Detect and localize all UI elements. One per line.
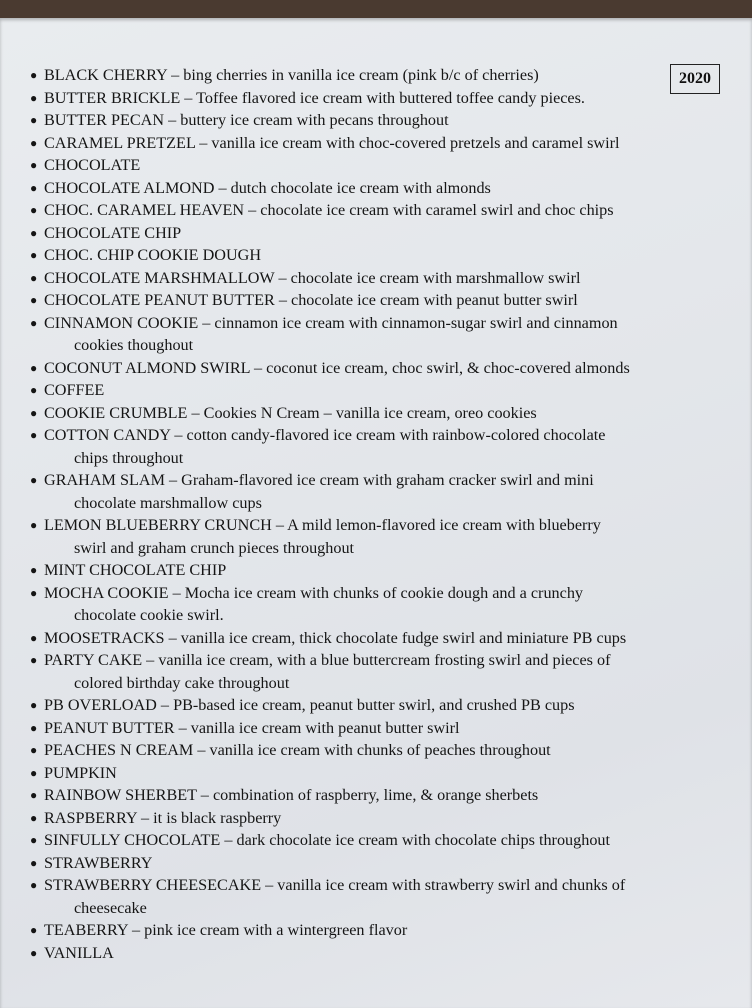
bullet-icon: ● [30, 90, 38, 105]
flavor-name: TEABERRY [44, 921, 128, 939]
flavor-description: – A mild lemon-flavored ice cream with blueberry [271, 516, 601, 534]
flavor-item [30, 87, 730, 110]
flavor-name: RASPBERRY [44, 808, 137, 827]
bullet-icon: ● [30, 630, 38, 645]
flavor-name: BUTTER BRICKLE [44, 88, 181, 107]
flavor-description: – Graham-flavored ice cream with graham cracker swirl and mini [164, 471, 594, 489]
flavor-name: CHOC. CARAMEL HEAVEN [44, 201, 245, 219]
flavor-item [30, 289, 730, 312]
flavor-item [30, 852, 730, 875]
flavor-name: PEACHES N CREAM [44, 741, 194, 759]
flavor-description: – Toffee flavored ice cream with buttered toffee candy pieces. [180, 88, 585, 107]
flavor-name: COFFEE [44, 381, 105, 399]
bullet-icon: ● [30, 833, 38, 847]
bullet-icon: ● [30, 180, 38, 195]
bullet-icon: ● [30, 383, 38, 397]
flavor-name: COCONUT ALMOND SWIRL [44, 358, 250, 377]
bullet-icon: ● [30, 563, 38, 577]
flavor-description: – it is black raspberry [136, 808, 282, 827]
flavor-name: CHOCOLATE CHIP [44, 223, 182, 242]
flavor-name: PUMPKIN [44, 763, 117, 782]
flavor-description-continued: chocolate marshmallow cups [74, 493, 262, 512]
flavor-name: VANILLA [44, 943, 114, 962]
flavor-description-continued: cheesecake [74, 898, 147, 917]
bullet-icon: ● [30, 653, 38, 667]
flavor-description: – pink ice cream with a wintergreen flavor [127, 921, 408, 939]
bullet-icon: ● [30, 315, 38, 330]
flavor-item [30, 267, 730, 290]
bullet-icon: ● [30, 113, 38, 127]
bullet-icon: ● [30, 473, 38, 487]
flavor-item [30, 762, 730, 785]
bullet-icon: ● [30, 428, 38, 442]
flavor-name: SINFULLY CHOCOLATE [44, 831, 221, 849]
flavor-name: MINT CHOCOLATE CHIP [44, 561, 227, 579]
flavor-item [30, 514, 730, 559]
flavor-name: CINNAMON COOKIE [44, 313, 199, 332]
bullet-icon: ● [30, 225, 38, 240]
flavor-item [30, 244, 730, 267]
flavor-item [30, 717, 730, 740]
year-badge: 2020 [670, 64, 720, 94]
flavor-name: COOKIE CRUMBLE [44, 403, 188, 422]
bullet-icon: ● [30, 158, 38, 172]
bullet-icon: ● [30, 698, 38, 712]
bullet-icon: ● [30, 270, 38, 285]
flavor-description: – buttery ice cream with pecans throughout [164, 111, 449, 129]
flavor-description: – PB-based ice cream, peanut butter swirl, and crushed PB cups [156, 696, 575, 714]
flavor-description: – dutch chocolate ice cream with almonds [214, 178, 491, 197]
bullet-icon: ● [30, 878, 38, 892]
flavor-description: – cinnamon ice cream with cinnamon-sugar swirl and cinnamon [198, 313, 618, 332]
flavor-name: RAINBOW SHERBET [44, 786, 197, 804]
flavor-name: PARTY CAKE [44, 651, 143, 669]
flavor-name: CHOCOLATE ALMOND [44, 178, 215, 197]
flavor-item [30, 829, 730, 852]
flavor-name: MOOSETRACKS [44, 628, 165, 647]
flavor-description: – coconut ice cream, choc swirl, & choc-covered almonds [249, 358, 630, 377]
flavor-description-continued: chips throughout [74, 448, 184, 467]
bullet-icon: ● [30, 720, 38, 735]
flavor-description: – vanilla ice cream with choc-covered pretzels and caramel swirl [195, 133, 620, 152]
flavor-item [30, 469, 730, 514]
flavor-item [30, 402, 730, 425]
flavor-item [30, 199, 730, 222]
flavor-name: STRAWBERRY [44, 853, 153, 872]
bullet-icon: ● [30, 293, 38, 307]
flavor-item [30, 627, 730, 650]
bullet-icon: ● [30, 743, 38, 757]
flavor-description: – vanilla ice cream with strawberry swirl and chunks of [261, 876, 626, 894]
flavor-description: – Mocha ice cream with chunks of cookie dough and a crunchy [168, 583, 584, 602]
bullet-icon: ● [30, 203, 38, 217]
flavor-description: – vanilla ice cream with peanut butter swirl [174, 718, 460, 737]
flavor-item [30, 357, 730, 380]
flavor-item [30, 424, 730, 469]
bullet-icon: ● [30, 135, 38, 150]
flavor-description: – chocolate ice cream with peanut butter swirl [274, 291, 578, 309]
flavor-name: CHOCOLATE [44, 156, 141, 174]
flavor-item [30, 649, 730, 694]
flavor-name: GRAHAM SLAM [44, 471, 165, 489]
flavor-description: – Cookies N Cream – vanilla ice cream, oreo cookies [187, 403, 537, 422]
flavor-name: LEMON BLUEBERRY CRUNCH [44, 516, 272, 534]
flavor-name: PB OVERLOAD [44, 696, 157, 714]
bullet-icon: ● [30, 810, 38, 825]
bullet-icon: ● [30, 360, 38, 375]
flavor-name: MOCHA COOKIE [44, 583, 169, 602]
flavor-description: – chocolate ice cream with caramel swirl and choc chips [244, 201, 614, 219]
flavor-name: CARAMEL PRETZEL [44, 133, 196, 152]
flavor-name: CHOC. CHIP COOKIE DOUGH [44, 246, 262, 264]
flavor-description: – combination of raspberry, lime, & orange sherbets [196, 786, 539, 804]
flavor-name: BLACK CHERRY [44, 66, 168, 84]
flavor-item [30, 694, 730, 717]
flavor-name: CHOCOLATE MARSHMALLOW [44, 268, 275, 287]
flavor-item [30, 807, 730, 830]
flavor-item [30, 154, 730, 177]
flavor-name: STRAWBERRY CHEESECAKE [44, 876, 262, 894]
flavor-name: CHOCOLATE PEANUT BUTTER [44, 291, 275, 309]
flavor-description: – bing cherries in vanilla ice cream (pink b/c of cherries) [167, 66, 539, 84]
flavor-item [30, 582, 730, 627]
flavor-description: – chocolate ice cream with marshmallow swirl [274, 268, 581, 287]
flavor-description-continued: cookies thoughout [74, 336, 194, 354]
flavor-item [30, 919, 730, 942]
bullet-icon: ● [30, 945, 38, 960]
flavor-description: – vanilla ice cream with chunks of peaches throughout [193, 741, 551, 759]
flavor-name: PEANUT BUTTER [44, 718, 175, 737]
bullet-icon: ● [30, 855, 38, 870]
flavor-item [30, 109, 730, 132]
flavor-item [30, 942, 730, 965]
flavor-description-continued: colored birthday cake throughout [74, 673, 290, 692]
flavor-description: – dark chocolate ice cream with chocolate chips throughout [220, 831, 610, 849]
flavor-item [30, 312, 730, 357]
flavor-item [30, 739, 730, 762]
bullet-icon: ● [30, 68, 38, 82]
bullet-icon: ● [30, 788, 38, 802]
flavor-list [30, 64, 730, 964]
bullet-icon: ● [30, 585, 38, 600]
flavor-item [30, 874, 730, 919]
flavor-item [30, 64, 730, 87]
bullet-icon: ● [30, 923, 38, 937]
flavor-item [30, 379, 730, 402]
flavor-item [30, 222, 730, 245]
flavor-item [30, 784, 730, 807]
flavor-name: BUTTER PECAN [44, 111, 165, 129]
flavor-item [30, 177, 730, 200]
flavor-description: – vanilla ice cream, thick chocolate fudge swirl and miniature PB cups [164, 628, 627, 647]
flavor-description: – cotton candy-flavored ice cream with rainbow-colored chocolate [170, 426, 606, 444]
bullet-icon: ● [30, 248, 38, 262]
flavor-description: – vanilla ice cream, with a blue buttercream frosting swirl and pieces of [142, 651, 611, 669]
flavor-description-continued: chocolate cookie swirl. [74, 606, 224, 624]
flavor-item [30, 559, 730, 582]
flavor-description-continued: swirl and graham crunch pieces throughout [74, 538, 355, 557]
flavor-name: COTTON CANDY [44, 426, 171, 444]
bullet-icon: ● [30, 405, 38, 420]
flavor-item [30, 132, 730, 155]
bullet-icon: ● [30, 518, 38, 532]
bullet-icon: ● [30, 765, 38, 780]
